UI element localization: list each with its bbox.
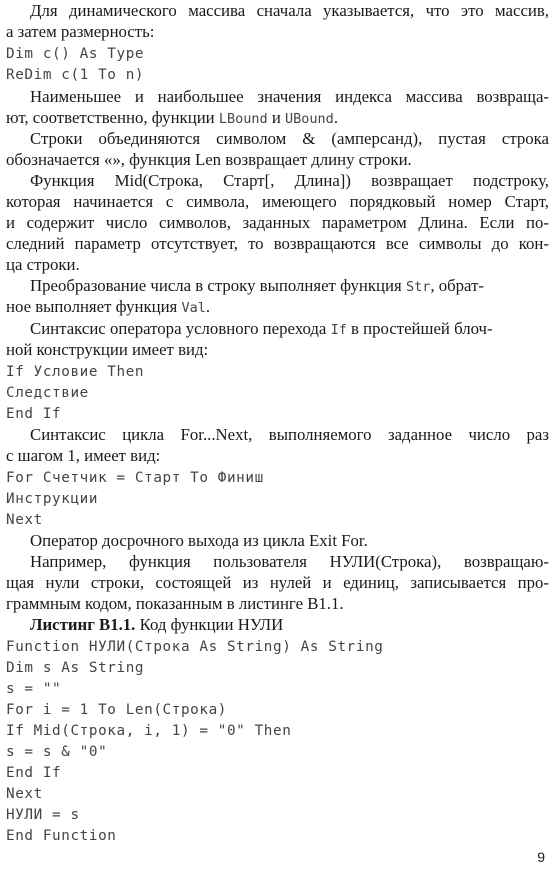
paragraph-bounds-line1: Наименьшее и наибольшее значения индекса массива возвраща- — [30, 87, 549, 106]
paragraph-mid-line2: которая начинается с символа, имеющего порядковый номер Старт, — [6, 192, 549, 211]
paragraph-example-line2: щая нули строки, состоящей из нулей и единиц, записывается про- — [6, 573, 549, 592]
code-listing-line: Function НУЛИ(Строка As String) As String — [6, 639, 384, 655]
paragraph-if-line1 — [30, 318, 549, 341]
code-for-body: Инструкции — [6, 491, 99, 507]
text-fragment: ют, соответственно, функции — [6, 108, 215, 127]
text-fragment: . — [333, 108, 339, 127]
paragraph-dynamic-array-line1: Для динамического массива сначала указывается, что это массив, — [30, 1, 549, 20]
code-listing-line: If Mid(Строка, i, 1) = "0" Then — [6, 723, 292, 739]
paragraph-conversion-line2 — [6, 296, 549, 319]
paragraph-if-line2: ной конструкции имеет вид: — [6, 340, 209, 359]
paragraph-mid-line1: Функция Mid(Строка, Старт[, Длина]) возвращает подстроку, — [30, 171, 549, 190]
inline-code-if: If — [330, 322, 347, 338]
paragraph-bounds-line2 — [6, 107, 549, 130]
paragraph-exit-for: Оператор досрочного выхода из цикла Exit For. — [30, 531, 368, 550]
paragraph-strings-line1: Строки объединяются символом & (амперсанд), пустая строка — [30, 129, 549, 148]
paragraph-mid-line3: и содержит число символов, заданных параметром Длина. Если по- — [6, 213, 549, 232]
code-if-condition: If Условие Then — [6, 364, 145, 380]
code-listing-line: For i = 1 To Len(Строка) — [6, 702, 227, 718]
listing-label: Листинг В1.1. — [30, 615, 136, 634]
code-end-if: End If — [6, 406, 62, 422]
code-for-header: For Счетчик = Старт To Финиш — [6, 470, 264, 486]
listing-title: Код функции НУЛИ — [135, 615, 284, 634]
paragraph-conversion-line1 — [30, 275, 549, 298]
code-listing-line: Next — [6, 786, 43, 802]
text-fragment: . — [205, 297, 211, 316]
inline-code-str: Str — [405, 279, 431, 295]
text-fragment: Синтаксис оператора условного перехода — [30, 319, 327, 338]
text-fragment: и — [271, 108, 281, 127]
text-fragment: ное выполняет функция — [6, 297, 178, 316]
code-listing-line: НУЛИ = s — [6, 807, 80, 823]
text-fragment: , обрат- — [430, 276, 484, 295]
text-fragment: в простейшей блоч- — [351, 319, 493, 338]
paragraph-example-line1: Например, функция пользователя НУЛИ(Строка), возвращаю- — [30, 552, 549, 571]
page-number: 9 — [537, 849, 545, 865]
paragraph-mid-line4: следний параметр отсутствует, то возвращаются все символы до кон- — [6, 234, 549, 253]
code-listing-line: s = s & "0" — [6, 744, 108, 760]
code-dim: Dim c() As Type — [6, 46, 145, 62]
code-listing-line: Dim s As String — [6, 660, 145, 676]
code-listing-line: End If — [6, 765, 62, 781]
inline-code-ubound: UBound — [285, 111, 334, 127]
listing-caption — [30, 614, 549, 635]
text-fragment: Преобразование числа в строку выполняет функция — [30, 276, 402, 295]
code-listing-line: End Function — [6, 828, 117, 844]
code-redim: ReDim c(1 To n) — [6, 67, 145, 83]
inline-code-lbound: LBound — [218, 111, 268, 127]
code-if-body: Следствие — [6, 385, 89, 401]
paragraph-for-line1: Синтаксис цикла For...Next, выполняемого заданное число раз — [30, 425, 549, 444]
code-listing-line: s = "" — [6, 681, 62, 697]
code-next: Next — [6, 512, 43, 528]
paragraph-mid-line5: ца строки. — [6, 255, 80, 274]
paragraph-for-line2: с шагом 1, имеет вид: — [6, 446, 161, 465]
paragraph-dynamic-array-line2: а затем размерность: — [6, 22, 155, 41]
paragraph-example-line3: граммным кодом, показанным в листинге В1.1. — [6, 594, 344, 613]
inline-code-val: Val — [181, 300, 206, 316]
paragraph-strings-line2: обозначается «», функция Len возвращает длину строки. — [6, 150, 412, 169]
